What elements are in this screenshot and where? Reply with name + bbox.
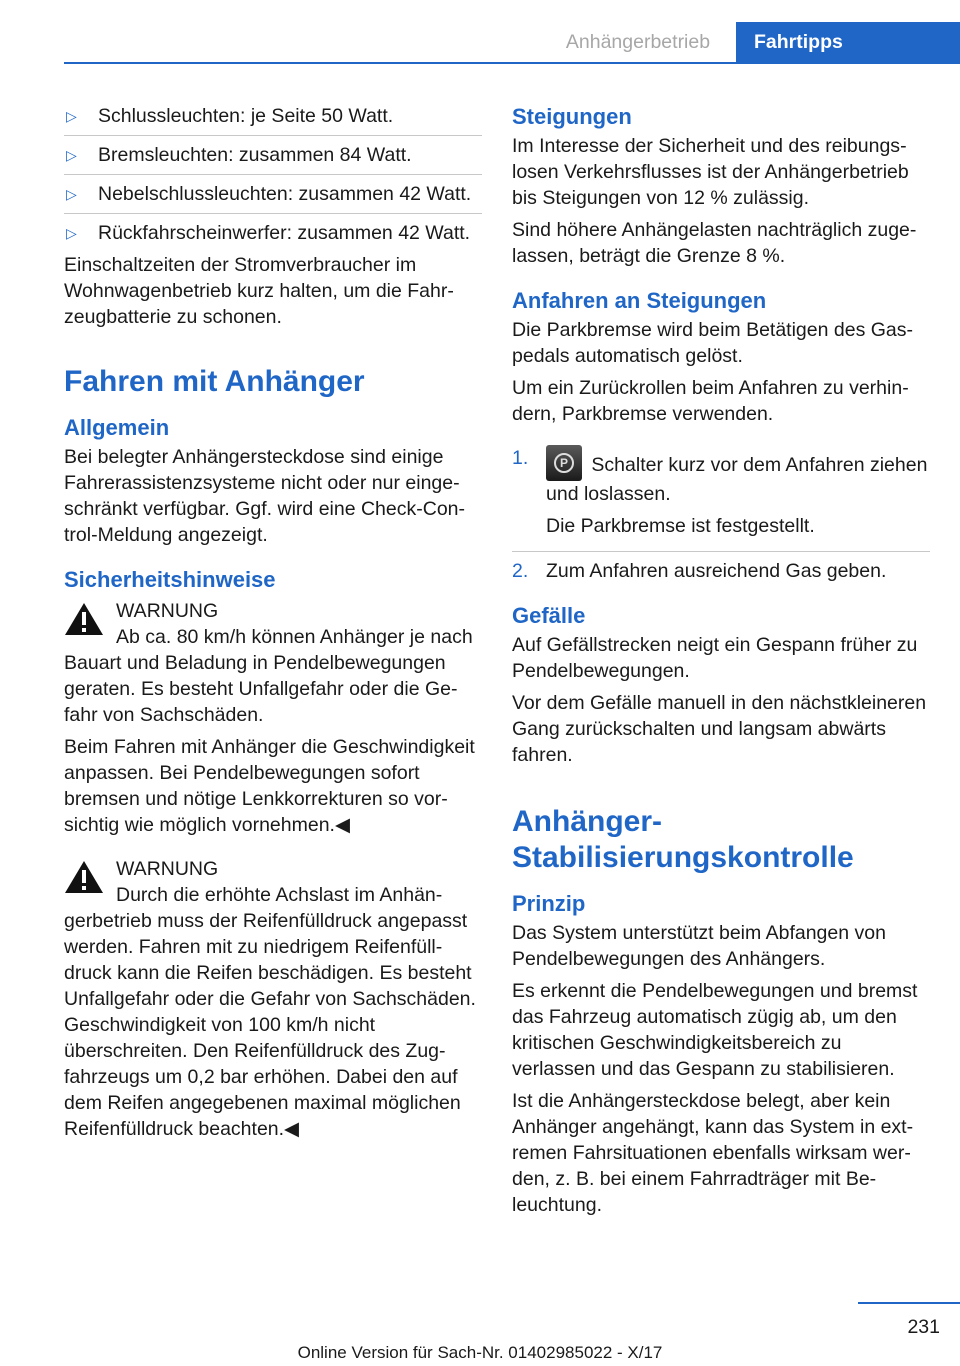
warning-title: WARNUNG [116,600,219,622]
paragraph: Das System unterstützt beim Abfangen von Pendelbewegungen des Anhängers. [512,922,886,970]
warning-block [64,856,482,882]
section-title: Anhänger- Stabilisierungskontrolle [512,805,854,874]
page-number: 231 [907,1316,940,1338]
paragraph: Im Interesse der Sicherheit und des reibungslosen Verkehrsflusses ist der Anhängerbetrieb bis Steigungen von 12 % zulässig. [512,135,909,209]
section-title: Fahren mit Anhänger [64,365,365,398]
paragraph: Auf Gefällstrecken neigt ein Gespann früher zu Pendelbewegungen. [512,634,918,682]
right-column [512,103,930,1224]
footer-text: Online Version für Sach-Nr. 01402985022 - X/17 [297,1343,663,1362]
step-item [512,558,930,584]
paragraph: Um ein Zurückrollen beim Anfahren zu verhindern, Parkbremse verwenden. [512,377,909,425]
step-text: Schalter kurz vor dem Anfahren ziehen und loslassen. [546,454,928,505]
left-column [64,103,482,1148]
subsection-title-steigungen: Steigungen [512,104,632,129]
warning-text: Ab ca. 80 km/h können Anhänger je nach Bauart und Beladung in Pendelbewegungen geraten. Es besteht Unfallgefahr oder die Gefahr von Sachschäden. [64,626,473,726]
step-number: 1. [512,447,529,469]
paragraph: Sind höhere Anhängelasten nachträglich zugelassen, beträgt die Grenze 8 %. [512,219,917,267]
subsection-title-gefaelle: Gefälle [512,603,586,628]
triangle-bullet-icon: ▷ [66,186,77,202]
triangle-bullet-icon: ▷ [66,225,77,241]
step-number: 2. [512,560,529,582]
warning-text: Durch die erhöhte Achslast im Anhängerbetrieb muss der Reifenfülldruck angepasst werden. Fahren mit zu niedrigem Reifenfülldruck kann die Reifen beschädigen. Es besteht Unfallgefahr oder die Gefahr von Sachschäden. Geschwindigkeit von 100 km/h nicht überschreiten. Den Reifenfülldruck des Zugfahrzeugs um 0,2 bar erhöhen. Dabei den auf dem Reifen angegebenen maximal möglichen Reifenfülldruck beachten.◀ [64,884,476,1140]
list-item-text: Schlussleuchten: je Seite 50 Watt. [98,105,394,127]
list-item [64,142,482,168]
subsection-title-allgemein: Allgemein [64,415,170,440]
page-number-rule [858,1302,960,1304]
warning-triangle-icon [64,602,104,636]
intro-paragraph: Einschaltzeiten der Stromverbraucher im Wohnwagenbetrieb kurz halten, um die Fahrzeugbatterie zu schonen. [64,254,454,328]
list-item-text: Nebelschlussleuchten: zusammen 42 Watt. [98,183,472,205]
subsection-title-anfahren: Anfahren an Steigungen [512,288,767,313]
header-rule [64,62,960,64]
step-subtext: Die Parkbremse ist festgestellt. [546,515,815,537]
parking-brake-icon: P [546,445,582,481]
warning-block [64,598,482,624]
paragraph: Vor dem Gefälle manuell in den nächstkleineren Gang zurückschalten und langsam abwärts fahren. [512,692,927,766]
step-item [512,445,930,545]
list-item-text: Rückfahrscheinwerfer: zusammen 42 Watt. [98,222,471,244]
allgemein-paragraph: Bei belegter Anhängersteckdose sind einige Fahrerassistenzsysteme nicht oder nur eingeschränkt verfügbar. Ggf. wird eine Check-Control-Meldung angezeigt. [64,446,466,546]
header-chapter-tab: Fahrtipps [736,22,960,62]
warning-text: Beim Fahren mit Anhänger die Geschwindigkeit anpassen. Bei Pendelbewegungen sofort bremsen und nötige Lenkkorrekturen so vorsichtig wie möglich vornehmen.◀ [64,736,475,836]
warning-triangle-icon [64,860,104,894]
header-section: Anhängerbetrieb [565,31,711,53]
subsection-title-prinzip: Prinzip [512,891,586,916]
triangle-bullet-icon: ▷ [66,147,77,163]
triangle-bullet-icon: ▷ [66,108,77,124]
list-item [64,103,482,129]
paragraph: Die Parkbremse wird beim Betätigen des Gaspedals automatisch gelöst. [512,319,914,367]
subsection-title-sicherheit: Sicherheitshinweise [64,567,276,592]
step-text: Zum Anfahren ausreichend Gas geben. [546,560,887,582]
list-item [64,220,482,246]
warning-title: WARNUNG [116,858,219,880]
list-item-text: Bremsleuchten: zusammen 84 Watt. [98,144,412,166]
paragraph: Es erkennt die Pendelbewegungen und bremst das Fahrzeug automatisch zügig ab, um den kritischen Geschwindigkeitsbereich zu verlassen und das Gespann zu stabilisieren. [512,980,918,1080]
list-item [64,181,482,207]
paragraph: Ist die Anhängersteckdose belegt, aber kein Anhänger angehängt, kann das System in extremen Fahrsituationen ebenfalls wirksam werden, z. B. bei einem Fahrradträger mit Beleuchtung. [512,1090,914,1216]
